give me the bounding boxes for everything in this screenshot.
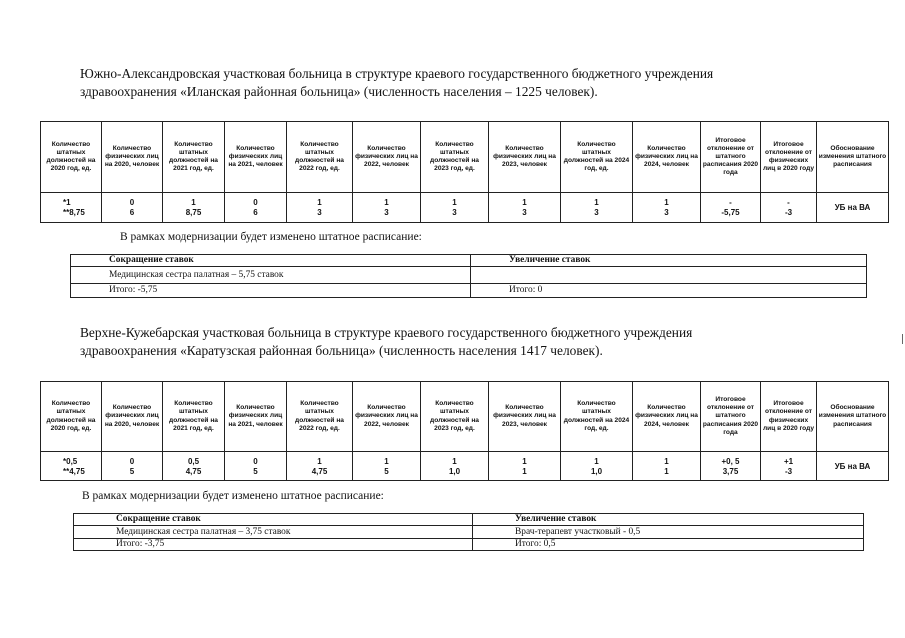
column-header: Обоснование изменения штатного расписания — [817, 382, 889, 452]
table-row — [71, 267, 867, 284]
column-header: Количество физических лиц на 2022, человек — [353, 382, 421, 452]
section2-modernization-table — [73, 513, 864, 551]
table-cell: 1 3 — [561, 193, 633, 223]
column-header: Количество штатных должностей на 2022 год, ед. — [287, 382, 353, 452]
table-cell: 1 4,75 — [287, 452, 353, 481]
table-cell: +1 -3 — [761, 452, 817, 481]
increase-total: Итого: 0,5 — [473, 539, 864, 551]
section1-staffing-table — [40, 121, 889, 223]
table-cell: +0, 5 3,75 — [701, 452, 761, 481]
table-cell: 1 3 — [633, 193, 701, 223]
increase-total: Итого: 0 — [471, 284, 867, 298]
section1-title-line1: Южно-Александровская участковая больница в структуре краевого государственного бюджетного учреждения — [80, 66, 714, 81]
reduction-header: Сокращение ставок — [74, 514, 473, 526]
column-header: Количество физических лиц на 2020, человек — [102, 382, 163, 452]
reduction-item: Медицинская сестра палатная – 5,75 ставок — [71, 267, 471, 284]
column-header: Обоснование изменения штатного расписания — [817, 122, 889, 193]
table-cell: 1 1 — [489, 452, 561, 481]
column-header: Количество физических лиц на 2023, человек — [489, 122, 561, 193]
table-cell: 1 3 — [287, 193, 353, 223]
column-header: Количество физических лиц на 2020, человек — [102, 122, 163, 193]
increase-item — [471, 267, 867, 284]
column-header: Количество штатных должностей на 2024 год, ед. — [561, 122, 633, 193]
table-cell: 1 3 — [353, 193, 421, 223]
increase-header: Увеличение ставок — [473, 514, 864, 526]
table-header-row — [71, 255, 867, 267]
table-cell: 0 6 — [102, 193, 163, 223]
table-header-row — [41, 382, 889, 452]
table-row — [74, 526, 864, 539]
column-header: Количество штатных должностей на 2023 год, ед. — [421, 122, 489, 193]
table-cell: 1 1,0 — [421, 452, 489, 481]
table-cell: 1 3 — [421, 193, 489, 223]
column-header: Количество штатных должностей на 2024 год, ед. — [561, 382, 633, 452]
table-row — [71, 284, 867, 298]
column-header: Количество штатных должностей на 2021 год, ед. — [163, 122, 225, 193]
increase-item: Врач-терапевт участковый - 0,5 — [473, 526, 864, 539]
column-header: Итоговое отклонение от физических лиц в 2020 году — [761, 382, 817, 452]
column-header: Количество штатных должностей на 2022 год, ед. — [287, 122, 353, 193]
table-row — [41, 193, 889, 223]
table-cell: 0 5 — [102, 452, 163, 481]
justification-cell: УБ на ВА — [817, 452, 889, 481]
column-header: Количество штатных должностей на 2020 год, ед. — [41, 382, 102, 452]
table-row — [41, 452, 889, 481]
column-header: Количество штатных должностей на 2021 год, ед. — [163, 382, 225, 452]
table-cell: *1 **8,75 — [41, 193, 102, 223]
table-cell: - -3 — [761, 193, 817, 223]
table-cell: 1 5 — [353, 452, 421, 481]
table-cell: 0 5 — [225, 452, 287, 481]
reduction-total: Итого: -3,75 — [74, 539, 473, 551]
column-header: Количество штатных должностей на 2023 год, ед. — [421, 382, 489, 452]
table-cell: 1 3 — [489, 193, 561, 223]
table-cell: 0 6 — [225, 193, 287, 223]
table-cell: 1 1 — [633, 452, 701, 481]
column-header: Итоговое отклонение от штатного расписания 2020 года — [701, 122, 761, 193]
column-header: Количество физических лиц на 2024, человек — [633, 382, 701, 452]
justification-cell: УБ на ВА — [817, 193, 889, 223]
section2-title-line1: Верхне-Кужебарская участковая больница в структуре краевого государственного бюджетного учреждения — [80, 325, 693, 340]
column-header: Итоговое отклонение от штатного расписания 2020 года — [701, 382, 761, 452]
column-header: Количество физических лиц на 2022, человек — [353, 122, 421, 193]
section2-staffing-table — [40, 381, 889, 481]
increase-header: Увеличение ставок — [471, 255, 867, 267]
table-header-row — [74, 514, 864, 526]
column-header: Количество физических лиц на 2024, человек — [633, 122, 701, 193]
reduction-header: Сокращение ставок — [71, 255, 471, 267]
table-cell: - -5,75 — [701, 193, 761, 223]
column-header: Количество физических лиц на 2021, человек — [225, 122, 287, 193]
table-cell: 1 1,0 — [561, 452, 633, 481]
reduction-item: Медицинская сестра палатная – 3,75 ставок — [74, 526, 473, 539]
section2-modernization-lead: В рамках модернизации будет изменено штатное расписание: — [82, 490, 384, 502]
column-header: Количество штатных должностей на 2020 год, ед. — [41, 122, 102, 193]
section1-modernization-table — [70, 254, 867, 298]
section1-modernization-lead: В рамках модернизации будет изменено штатное расписание: — [120, 231, 422, 243]
table-cell: 1 8,75 — [163, 193, 225, 223]
table-cell: *0,5 **4,75 — [41, 452, 102, 481]
table-cell: 0,5 4,75 — [163, 452, 225, 481]
table-header-row — [41, 122, 889, 193]
table-row — [74, 539, 864, 551]
column-header: Количество физических лиц на 2023, человек — [489, 382, 561, 452]
column-header: Количество физических лиц на 2021, человек — [225, 382, 287, 452]
column-header: Итоговое отклонение от физических лиц в 2020 году — [761, 122, 817, 193]
section1-title-line2: здравоохранения «Иланская районная больница» (численность населения – 1225 человек). — [80, 84, 598, 99]
reduction-total: Итого: -5,75 — [71, 284, 471, 298]
section2-title-line2: здравоохранения «Каратузская районная больница» (численность населения 1417 человек). — [80, 343, 603, 358]
margin-mark — [902, 334, 903, 344]
